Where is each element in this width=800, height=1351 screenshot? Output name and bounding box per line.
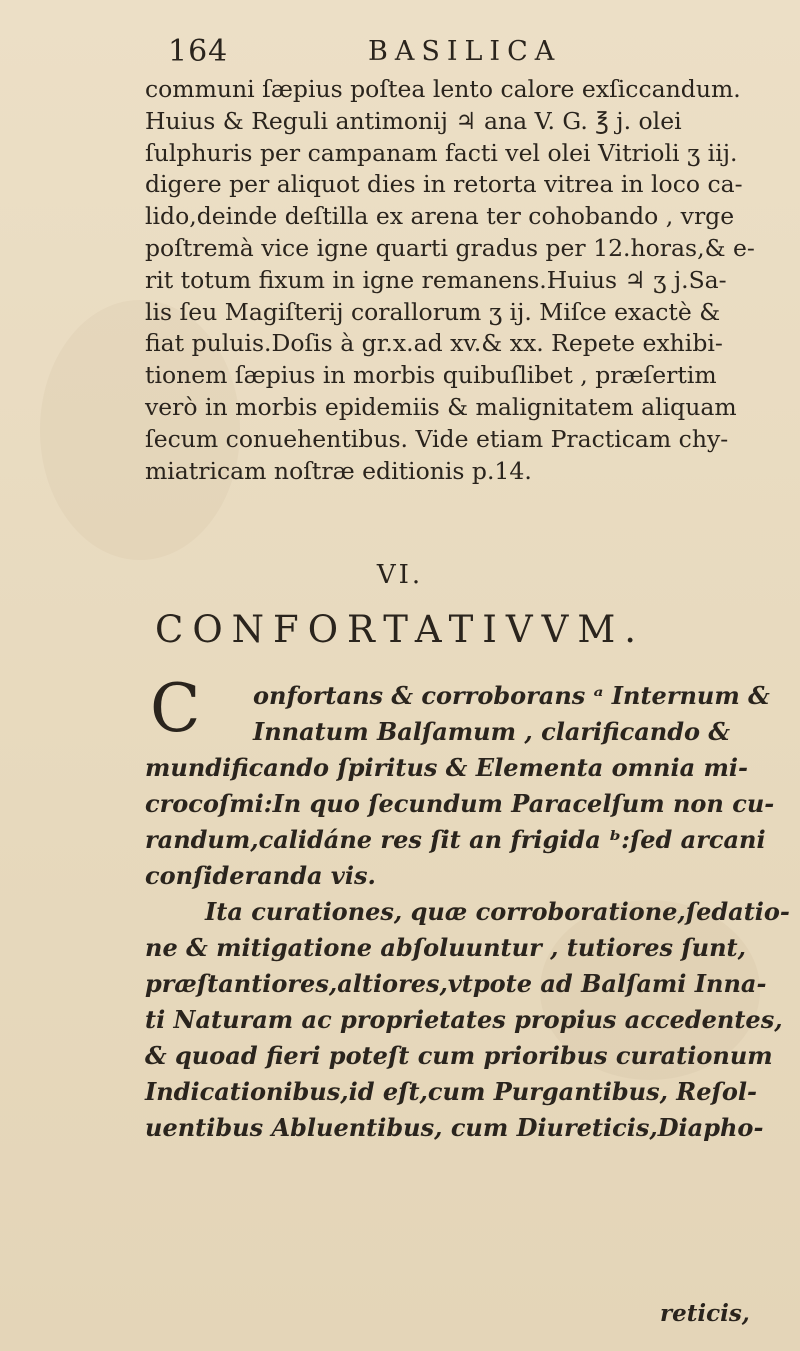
text-line: ti Naturam ac proprietates propius accedentes, — [145, 1005, 783, 1034]
text-line: onfortans & corroborans ᵃ Internum & — [253, 681, 770, 710]
body-paragraph — [145, 74, 770, 487]
text-line: Innatum Balſamum , clarificando & — [253, 717, 731, 746]
running-head: BASILICA — [368, 36, 562, 67]
text-line: ſecum conuehentibus. Vide etiam Practicam chy- — [145, 424, 729, 453]
page-number: 164 — [168, 34, 229, 69]
text-line: rit totum fixum in igne remanens.Huius ♃ ʒ j.Sa- — [145, 265, 727, 294]
text-line: crocoſmi:In quo ſecundum Paracelſum non cu- — [145, 789, 775, 818]
section-title: CONFORTATIVVM. — [155, 608, 645, 651]
catchword: reticis, — [660, 1300, 750, 1327]
italic-paragraph — [145, 670, 790, 1146]
text-line: ne & mitigatione abſoluuntur , tutiores ſunt, — [145, 933, 746, 962]
text-line: Huius & Reguli antimonij ♃ ana V. G. ℥ j. olei — [145, 106, 682, 135]
text-line: lido,deinde deſtilla ex arena ter cohobando , vrge — [145, 202, 735, 231]
text-line: uentibus Abluentibus, cum Diureticis,Diapho- — [145, 1113, 764, 1142]
text-line: randum,calidáne res ſit an frigida ᵇ:ſed arcani — [145, 825, 766, 854]
text-line: lis ſeu Magiſterij corallorum ʒ ij. Miſce exactè & — [145, 297, 721, 326]
drop-cap: C — [150, 670, 201, 747]
page-header — [168, 34, 608, 70]
text-line: communi ſæpius poſtea lento calore exſiccandum. — [145, 75, 741, 103]
text-line: Ita curationes, quæ corroboratione,ſedatio- — [205, 897, 790, 926]
section-number: VI. — [376, 560, 424, 590]
text-line: fiat puluis.Doſis à gr.x.ad xv.& xx. Repete exhibi- — [145, 329, 723, 358]
text-line: poſtremà vice igne quarti gradus per 12.horas,& e- — [145, 233, 755, 262]
text-line: verò in morbis epidemiis & malignitatem aliquam — [145, 392, 737, 421]
text-line: Indicationibus,id eſt,cum Purgantibus, Reſol- — [145, 1077, 757, 1106]
text-line: tionem ſæpius in morbis quibuſlibet , præſertim — [145, 361, 717, 390]
text-line: miatricam noſtræ editionis p.14. — [145, 456, 532, 485]
text-line: conſideranda vis. — [145, 861, 376, 890]
text-line: & quoad fieri poteſt cum prioribus curationum — [145, 1041, 773, 1070]
text-line: mundificando ſpiritus & Elementa omnia mi- — [145, 753, 748, 782]
text-line: ſulphuris per campanam facti vel olei Vitrioli ʒ iij. — [145, 138, 738, 167]
text-line: digere per aliquot dies in retorta vitrea in loco ca- — [145, 170, 743, 199]
text-line: præſtantiores,altiores,vtpote ad Balſami Inna- — [145, 969, 767, 998]
